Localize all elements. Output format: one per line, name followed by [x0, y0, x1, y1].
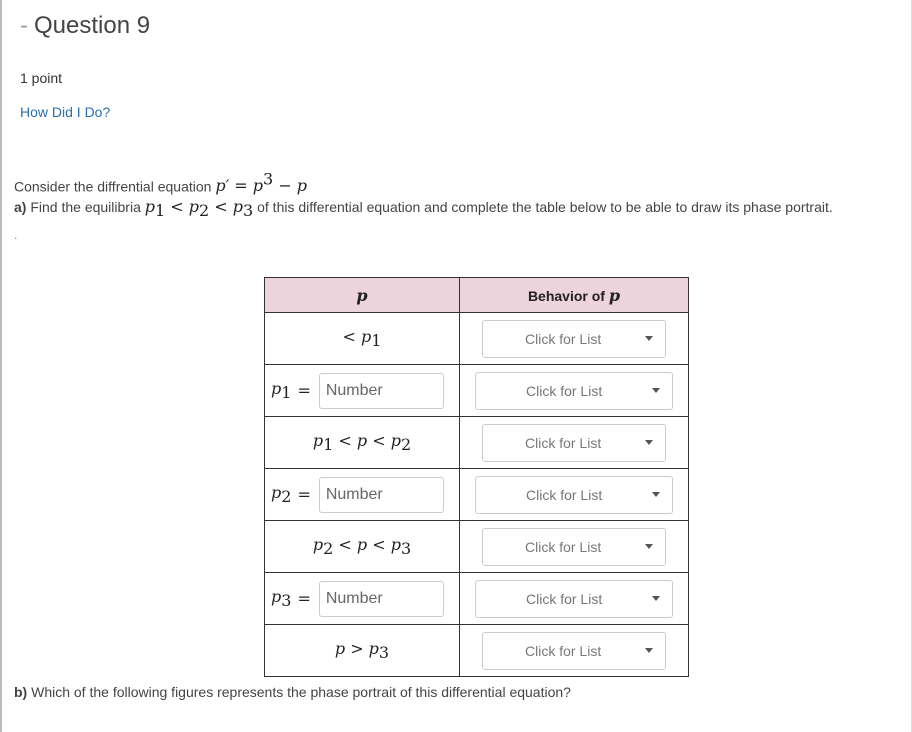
p3-label: $p_3$: [271, 586, 292, 611]
p2-label: $p_2$: [271, 482, 292, 507]
interval-cell: $p_1 < p < p_2$: [265, 417, 460, 469]
phase-table: [264, 277, 689, 677]
p2-input[interactable]: [319, 477, 444, 513]
table-row: $p_3$ = Number Click for List: [265, 573, 689, 625]
behavior-dropdown[interactable]: Click for List: [482, 528, 666, 566]
interval-cell: $p_2 < p < p_3$: [265, 521, 460, 573]
header-behavior: Behavior of p: [459, 278, 688, 313]
p1-input[interactable]: [319, 373, 444, 409]
header-p: p: [265, 278, 460, 313]
caret-down-icon: [645, 544, 653, 549]
part-a-prefix: Find the equilibria: [30, 199, 141, 215]
part-b-text: [14, 684, 571, 700]
behavior-dropdown[interactable]: Click for List: [475, 372, 673, 410]
caret-down-icon: [652, 492, 660, 497]
question-title: Question 9: [34, 12, 151, 39]
table-row: $p_1$ = Number Click for List: [265, 365, 689, 417]
how-did-i-do-link[interactable]: How Did I Do?: [20, 104, 111, 120]
caret-down-icon: [645, 648, 653, 653]
dot-mark: .: [14, 228, 18, 242]
behavior-dropdown[interactable]: Click for List: [475, 580, 673, 618]
part-a-suffix: of this differential equation and complete the table below to be able to draw its phase portrait.: [257, 199, 833, 215]
equilibria-order: $p_1 < p_2 < p_3$: [144, 197, 254, 221]
intro-text: [14, 170, 307, 195]
caret-down-icon: [652, 388, 660, 393]
interval-cell: < $p_1$: [265, 313, 460, 365]
part-b-question: Which of the following figures represents the phase portrait of this differential equation?: [31, 684, 571, 700]
interval-cell: $p > p_3$: [265, 625, 460, 677]
caret-down-icon: [645, 336, 653, 341]
intro-label: Consider the diffrential equation: [14, 178, 212, 195]
question-header[interactable]: [20, 12, 150, 40]
p1-label: $p_1$: [271, 378, 292, 403]
part-b-label: b): [14, 684, 28, 700]
part-a-text: [14, 197, 833, 220]
differential-equation: $p' = p^3 - p$: [215, 170, 308, 196]
collapse-dash[interactable]: -: [20, 12, 28, 39]
behavior-dropdown[interactable]: Click for List: [482, 320, 666, 358]
table-row: [265, 625, 689, 677]
table-row: [265, 417, 689, 469]
p3-input[interactable]: [319, 581, 444, 617]
table-row: [265, 521, 689, 573]
caret-down-icon: [645, 440, 653, 445]
behavior-dropdown[interactable]: Click for List: [475, 476, 673, 514]
table-header-row: [265, 278, 689, 313]
points-label: 1 point: [20, 70, 63, 86]
left-border: [0, 0, 2, 732]
behavior-dropdown[interactable]: Click for List: [482, 632, 666, 670]
table-row: $p_2$ = Number Click for List: [265, 469, 689, 521]
part-a-label: a): [14, 199, 27, 215]
behavior-dropdown[interactable]: Click for List: [482, 424, 666, 462]
table-row: [265, 313, 689, 365]
caret-down-icon: [652, 596, 660, 601]
